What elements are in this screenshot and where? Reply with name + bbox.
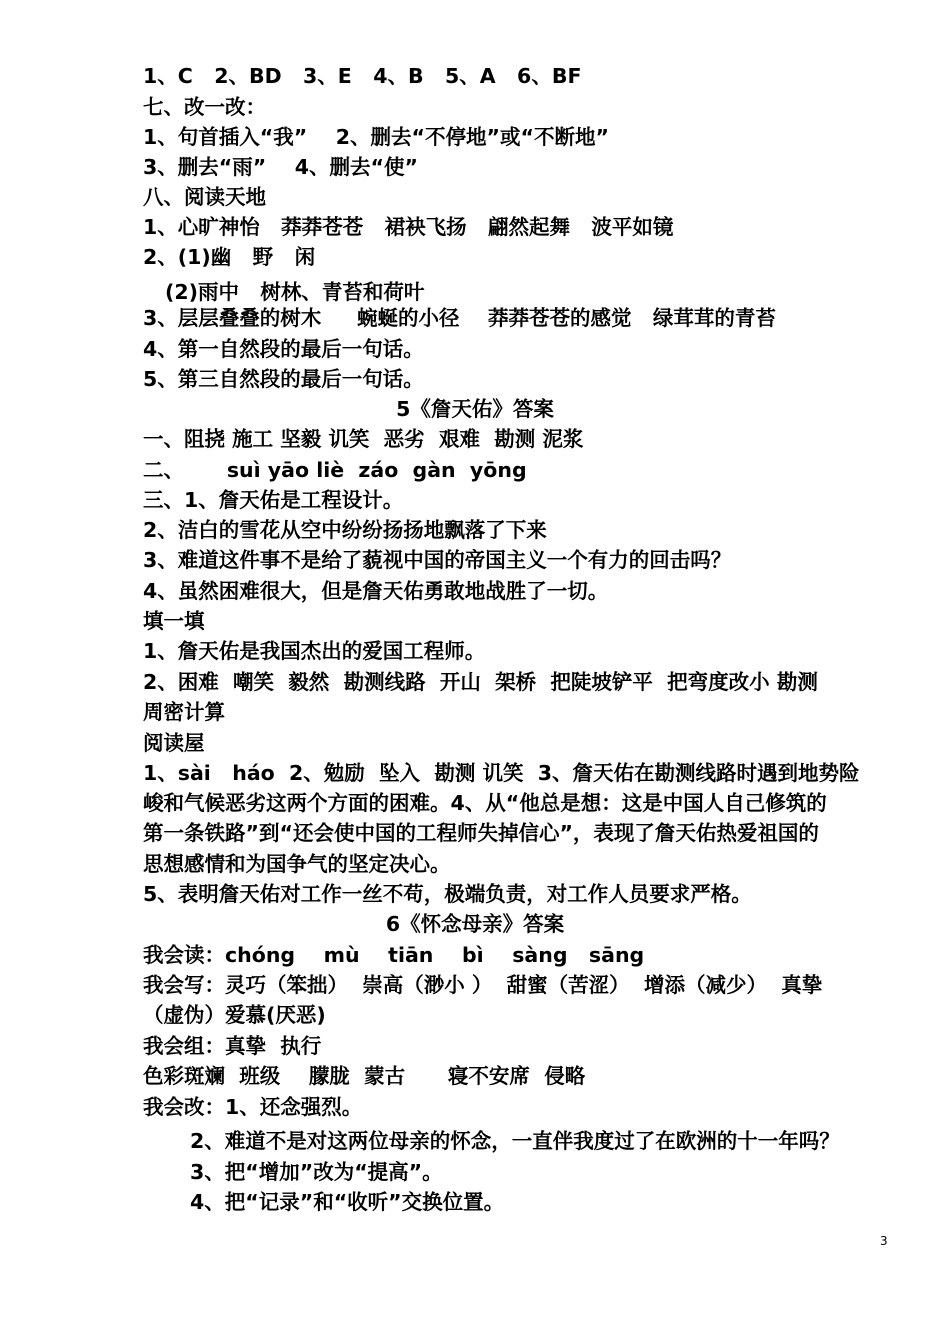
lesson-title: 5《詹天佑》答案: [396, 397, 554, 421]
section-heading: 八、阅读天地: [143, 185, 266, 209]
answer-line: 我会读：chóng mù tiān bì sàng sāng: [143, 943, 645, 967]
page-number: 3: [880, 1234, 888, 1248]
answer-line: 1、sài háo 2、勉励 坠入 勘测 讥笑 3、詹天佑在勘测线路时遇到地势险: [143, 761, 860, 785]
answer-line: 2、困难 嘲笑 毅然 勘测线路 开山 架桥 把陡坡铲平 把弯度改小 勘测: [143, 670, 818, 694]
answer-line: 1、心旷神怡 莽莽苍苍 裙袂飞扬 翩然起舞 波平如镜: [143, 215, 674, 239]
answer-line: 3、删去“雨” 4、删去“使”: [143, 155, 418, 179]
answer-line: 2、难道不是对这两位母亲的怀念，一直伴我度过了在欧洲的十一年吗？: [190, 1129, 840, 1153]
answer-line: 1、C 2、BD 3、E 4、B 5、A 6、BF: [143, 64, 582, 88]
answer-line: 我会写：灵巧（笨拙） 崇高（渺小 ） 甜蜜（苦涩） 增添（减少） 真挚: [143, 973, 823, 997]
answer-line: 我会改：1、还念强烈。: [143, 1095, 363, 1119]
section-heading: 七、改一改：: [143, 95, 266, 119]
answer-line: （虚伪）爱慕(厌恶): [143, 1003, 326, 1027]
answer-line: 2、(1)幽 野 闲: [143, 245, 316, 269]
answer-line: (2)雨中 树林、青苔和荷叶: [165, 280, 425, 304]
answer-line: 第一条铁路”到“还会使中国的工程师失掉信心”，表现了詹天佑热爱祖国的: [143, 821, 819, 845]
answer-line: 2、洁白的雪花从空中纷纷扬扬地飘落了下来: [143, 518, 547, 542]
lesson-title: 6《怀念母亲》答案: [385, 912, 565, 936]
answer-line: 色彩斑斓 班级 朦胧 蒙古 寝不安席 侵略: [143, 1064, 586, 1088]
section-heading: 阅读屋: [143, 731, 205, 755]
answer-line: 二、 suì yāo liè záo gàn yōng: [143, 458, 527, 482]
answer-line: 1、句首插入“我” 2、删去“不停地”或“不断地”: [143, 125, 609, 149]
answer-line: 5、表明詹天佑对工作一丝不苟，极端负责，对工作人员要求严格。: [143, 882, 752, 906]
section-heading: 填一填: [143, 609, 205, 633]
answer-line: 5、第三自然段的最后一句话。: [143, 367, 424, 391]
answer-line: 峻和气候恶劣这两个方面的困难。4、从“他总是想：这是中国人自己修筑的: [143, 791, 827, 815]
answer-line: 4、把“记录”和“收听”交换位置。: [190, 1190, 505, 1214]
answer-line: 一、阻挠 施工 坚毅 讥笑 恶劣 艰难 勘测 泥浆: [143, 427, 584, 451]
answer-line: 1、詹天佑是我国杰出的爱国工程师。: [143, 639, 486, 663]
answer-line: 3、层层叠叠的树木 蜿蜒的小径 莽莽苍苍的感觉 绿茸茸的青苔: [143, 306, 776, 330]
answer-line: 思想感情和为国争气的坚定决心。: [143, 852, 451, 876]
answer-line: 周密计算: [143, 700, 225, 724]
answer-line: 4、第一自然段的最后一句话。: [143, 337, 424, 361]
answer-line: 3、把“增加”改为“提高”。: [190, 1160, 443, 1184]
answer-line: 三、1、詹天佑是工程设计。: [143, 488, 404, 512]
answer-line: 3、难道这件事不是给了藐视中国的帝国主义一个有力的回击吗？: [143, 548, 732, 572]
answer-line: 我会组：真挚 执行: [143, 1034, 322, 1058]
answer-line: 4、虽然困难很大，但是詹天佑勇敢地战胜了一切。: [143, 579, 609, 603]
